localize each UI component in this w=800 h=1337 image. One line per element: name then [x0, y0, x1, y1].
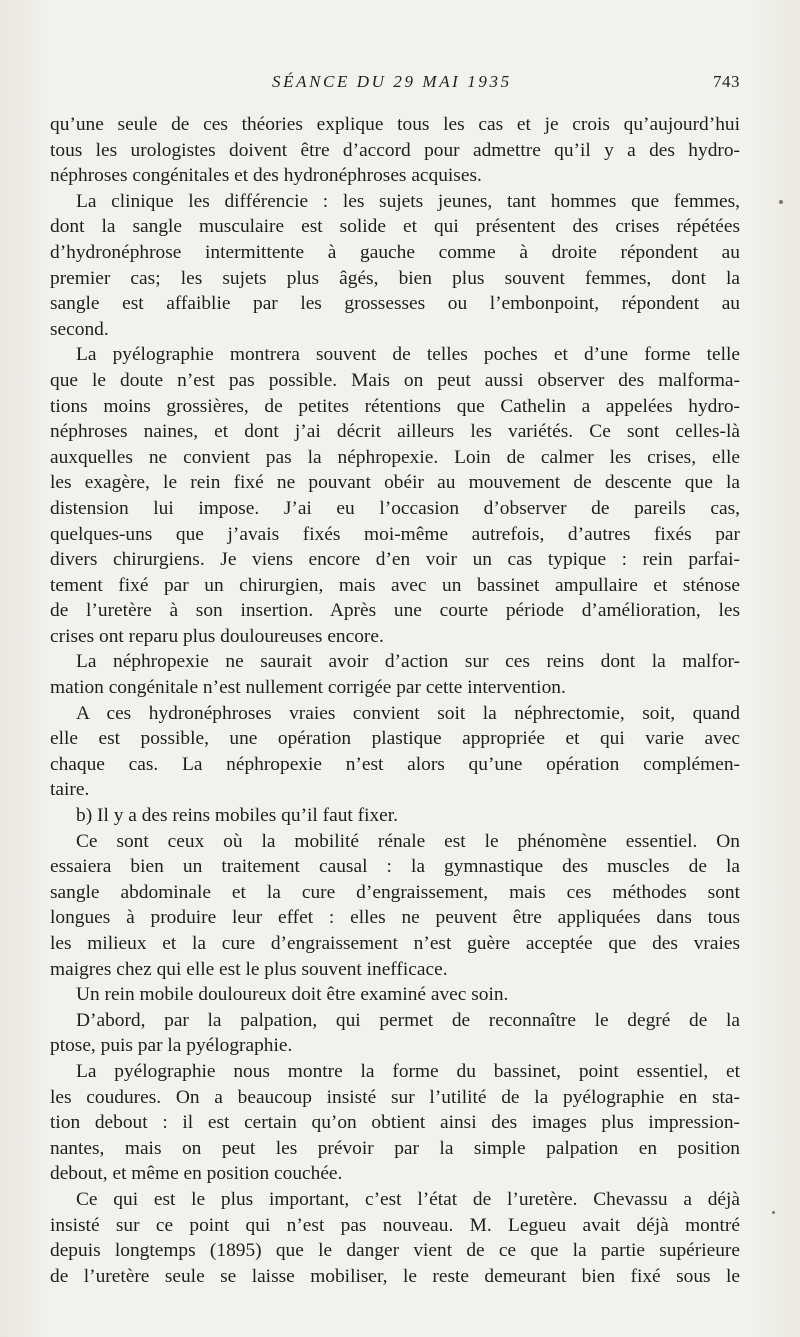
text-line: tion debout : il est certain qu’on obtient ainsi des images plus impression-: [50, 1112, 740, 1134]
text-line: b) Il y a des reins mobiles qu’il faut fixer.: [76, 805, 399, 827]
text-line: tement fixé par un chirurgien, mais avec un bassinet ampullaire et sténose: [50, 574, 740, 596]
text-line: taire.: [50, 779, 90, 801]
running-header: [0, 72, 800, 98]
text-line: mation congénitale n’est nullement corrigée par cette intervention.: [50, 677, 566, 699]
text-line: Ce qui est le plus important, c’est l’état de l’uretère. Chevassu a déjà: [76, 1188, 740, 1210]
text-line: ptose, puis par la pyélographie.: [50, 1035, 293, 1057]
text-line: longues à produire leur effet : elles ne peuvent être appliquées dans tous: [50, 907, 740, 929]
text-line: dont la sangle musculaire est solide et qui présentent des crises répétées: [50, 216, 740, 238]
text-line: Un rein mobile douloureux doit être examiné avec soin.: [76, 984, 509, 1006]
text-line: de l’uretère seule se laisse mobiliser, le reste demeurant bien fixé sous le: [50, 1265, 740, 1287]
text-line: divers chirurgiens. Je viens encore d’en voir un cas typique : rein parfai-: [50, 549, 740, 571]
text-line: depuis longtemps (1895) que le danger vient de ce que la partie supérieure: [50, 1240, 740, 1262]
body-text: [50, 112, 740, 1332]
text-line: nantes, mais on peut les prévoir par la simple palpation en position: [50, 1137, 740, 1159]
text-line: de l’uretère à son insertion. Après une courte période d’amélioration, les: [50, 600, 740, 622]
text-line: La clinique les différencie : les sujets jeunes, tant hommes que femmes,: [76, 190, 740, 212]
text-line: néphroses congénitales et des hydronéphroses acquises.: [50, 165, 482, 187]
text-line: maigres chez qui elle est le plus souvent inefficace.: [50, 958, 448, 980]
text-line: La pyélographie nous montre la forme du bassinet, point essentiel, et: [76, 1060, 740, 1082]
scan-speck: [772, 1211, 775, 1214]
running-title: SÉANCE DU 29 MAI 1935: [272, 72, 512, 91]
text-line: elle est possible, une opération plastique appropriée et qui varie avec: [50, 728, 740, 750]
scan-speck: [779, 200, 783, 204]
text-line: les milieux et la cure d’engraissement n’est guère acceptée que des vraies: [50, 933, 740, 954]
text-line: premier cas; les sujets plus âgés, bien plus souvent femmes, dont la: [50, 267, 740, 289]
text-line: sangle abdominale et la cure d’engraissement, mais ces méthodes sont: [50, 881, 740, 903]
text-line: debout, et même en position couchée.: [50, 1163, 343, 1185]
text-line: quelques-uns que j’avais fixés moi-même autrefois, d’autres fixés par: [50, 523, 740, 545]
text-line: d’hydronéphrose intermittente à gauche comme à droite répondent au: [50, 241, 740, 263]
text-line: les coudures. On a beaucoup insisté sur l’utilité de la pyélographie en sta-: [50, 1086, 740, 1108]
text-line: Ce sont ceux où la mobilité rénale est le phénomène essentiel. On: [76, 830, 740, 852]
text-line: néphroses naines, et dont j’ai décrit ailleurs les variétés. Ce sont celles-là: [50, 421, 740, 443]
text-line: les exagère, le rein fixé ne pouvant obéir au mouvement de descente que la: [50, 472, 740, 494]
text-line: D’abord, par la palpation, qui permet de reconnaître le degré de la: [76, 1009, 740, 1031]
text-line: essaiera bien un traitement causal : la gymnastique des muscles de la: [50, 856, 740, 878]
text-line: distension lui impose. J’ai eu l’occasion d’observer de pareils cas,: [50, 497, 740, 519]
text-line: La néphropexie ne saurait avoir d’action sur ces reins dont la malfor-: [76, 651, 740, 673]
page-number: 743: [713, 72, 740, 91]
text-line: que le doute n’est pas possible. Mais on peut aussi observer des malforma-: [50, 369, 740, 391]
text-line: auxquelles ne convient pas la néphropexie. Loin de calmer les crises, elle: [50, 446, 740, 468]
text-line: tions moins grossières, de petites rétentions que Cathelin a appelées hydro-: [50, 395, 740, 417]
text-line: crises ont reparu plus douloureuses encore.: [50, 625, 384, 647]
text-line: chaque cas. La néphropexie n’est alors qu’une opération complémen-: [50, 753, 740, 775]
text-line: A ces hydronéphroses vraies convient soit la néphrectomie, soit, quand: [76, 702, 740, 724]
text-line: sangle est affaiblie par les grossesses ou l’embonpoint, répondent au: [50, 293, 740, 315]
text-line: insisté sur ce point qui n’est pas nouveau. M. Legueu avait déjà montré: [50, 1214, 740, 1236]
text-line: tous les urologistes doivent être d’accord pour admettre qu’il y a des hydro-: [50, 139, 740, 161]
text-line: qu’une seule de ces théories explique tous les cas et je crois qu’aujourd’hui: [50, 114, 740, 135]
text-line: La pyélographie montrera souvent de telles poches et d’une forme telle: [76, 344, 740, 366]
text-line: second.: [50, 318, 109, 340]
